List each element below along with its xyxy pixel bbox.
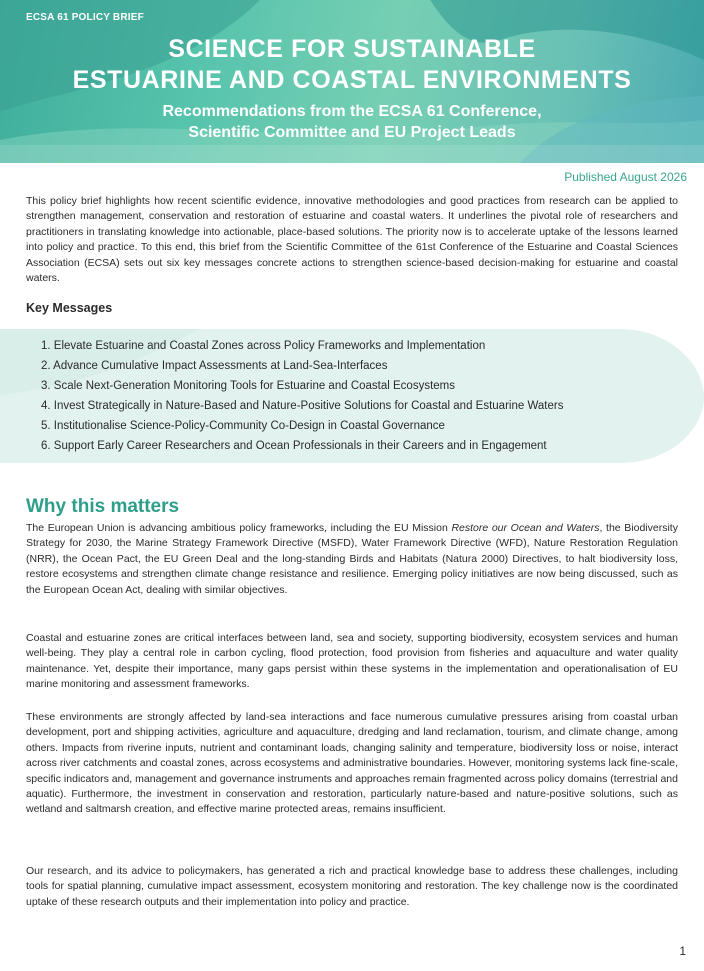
why-paragraph-3: These environments are strongly affected by land-sea interactions and face numerous cumulative pressures arising from coastal urban development, port and shipping activities, agriculture and aquaculture, dredging and land reclamation, tourism, and climate change, among others. Impacts from riverine inputs, nutrient and contaminant loads, changing salinity and temperature, biodiversity loss or noise, interact across river catchments and coastal zones, across ecosystems and administrative boundaries. However, monitoring systems lack fine-scale, specific indicators and, management and governance instruments and approaches remain fragmented across policy domains (terrestrial and aquatic). Furthermore, the investment in conservation and restoration, particularly nature-based and nature-positive solutions, such as wetland and saltmarsh creation, and effective marine protected areas, remains insufficient. bbox=[26, 711, 678, 816]
published-date: Published August 2026 bbox=[564, 170, 687, 184]
key-messages-list bbox=[41, 336, 681, 456]
why-heading: Why this matters bbox=[26, 496, 180, 517]
why-paragraph-1 bbox=[26, 521, 678, 598]
key-messages-heading: Key Messages bbox=[26, 301, 113, 315]
why-paragraph-4: Our research, and its advice to policymakers, has generated a rich and practical knowledge base to address these challenges, including tools for spatial planning, cumulative impact assessment, ecosystem monitoring and restoration. The key challenge now is the coordinated uptake of these research outputs and their implementation into policy and practice. bbox=[26, 865, 678, 908]
page-number: 1 bbox=[679, 944, 686, 958]
subtitle-line2: Scientific Committee and EU Project Leads bbox=[188, 124, 516, 141]
why-p1-italic-mission: Restore our Ocean and Waters bbox=[451, 522, 600, 534]
header-banner bbox=[0, 0, 704, 163]
key-message-item: 1. Elevate Estuarine and Coastal Zones across Policy Frameworks and Implementation bbox=[41, 340, 486, 352]
intro-paragraph: This policy brief highlights how recent scientific evidence, innovative methodologies and good practices from research can be applied to strengthen management, conservation and restoration of estuarine and coastal waters. It underlines the pivotal role of researchers and practitioners in translating knowledge into actionable, place-based solutions. The priority now is to accelerate uptake of the lessons learned into policy and practice. To this end, this brief from the Scientific Committee of the 61st Conference of the Estuarine and Coastal Sciences Association (ECSA) sets out six key messages concrete actions to strengthen science-based decision-making for estuarine and coastal waters. bbox=[26, 195, 678, 285]
key-message-item: 4. Invest Strategically in Nature-Based and Nature-Positive Solutions for Coastal and Estuarine Waters bbox=[41, 400, 564, 412]
key-message-item: 5. Institutionalise Science-Policy-Community Co-Design in Coastal Governance bbox=[41, 420, 445, 432]
subtitle-line1: Recommendations from the ECSA 61 Conference, bbox=[162, 103, 542, 120]
key-message-item: 2. Advance Cumulative Impact Assessments at Land-Sea-Interfaces bbox=[41, 360, 388, 372]
key-message-item: 6. Support Early Career Researchers and Ocean Professionals in their Careers and in Engagement bbox=[41, 440, 547, 452]
why-p1-text-start: The European Union is advancing ambitious policy frameworks, including the EU Mission bbox=[26, 522, 452, 534]
main-title-line1: SCIENCE FOR SUSTAINABLE bbox=[168, 35, 536, 63]
key-message-item: 3. Scale Next-Generation Monitoring Tools for Estuarine and Coastal Ecosystems bbox=[41, 380, 455, 392]
brief-label: ECSA 61 POLICY BRIEF bbox=[26, 12, 144, 23]
why-p1-text-end: , the Biodiversity Strategy for 2030, the Marine Strategy Framework Directive (MSFD), Water Framework Directive (WFD), Nature Restoration Regulation (NRR), the Ocean Pact, the EU Green Deal and the long-standing Birds and Habitats (Natura 2000) Directives, to halt biodiversity loss, restore ecosystems and strengthen climate change resistance and resilience. Emerging policy initiatives are now being discussed, such as the European Ocean Act, dealing with similar objectives. bbox=[26, 522, 678, 596]
why-paragraph-2: Coastal and estuarine zones are critical interfaces between land, sea and society, supporting biodiversity, ecosystem services and human well-being. They play a central role in carbon cycling, flood protection, food provision from fisheries and aquaculture and water quality maintenance. Yet, despite their importance, many gaps persist within these systems in the implementation and operationalisation of EU marine monitoring and assessment frameworks. bbox=[26, 632, 678, 691]
main-title-line2: ESTUARINE AND COASTAL ENVIRONMENTS bbox=[72, 66, 632, 94]
